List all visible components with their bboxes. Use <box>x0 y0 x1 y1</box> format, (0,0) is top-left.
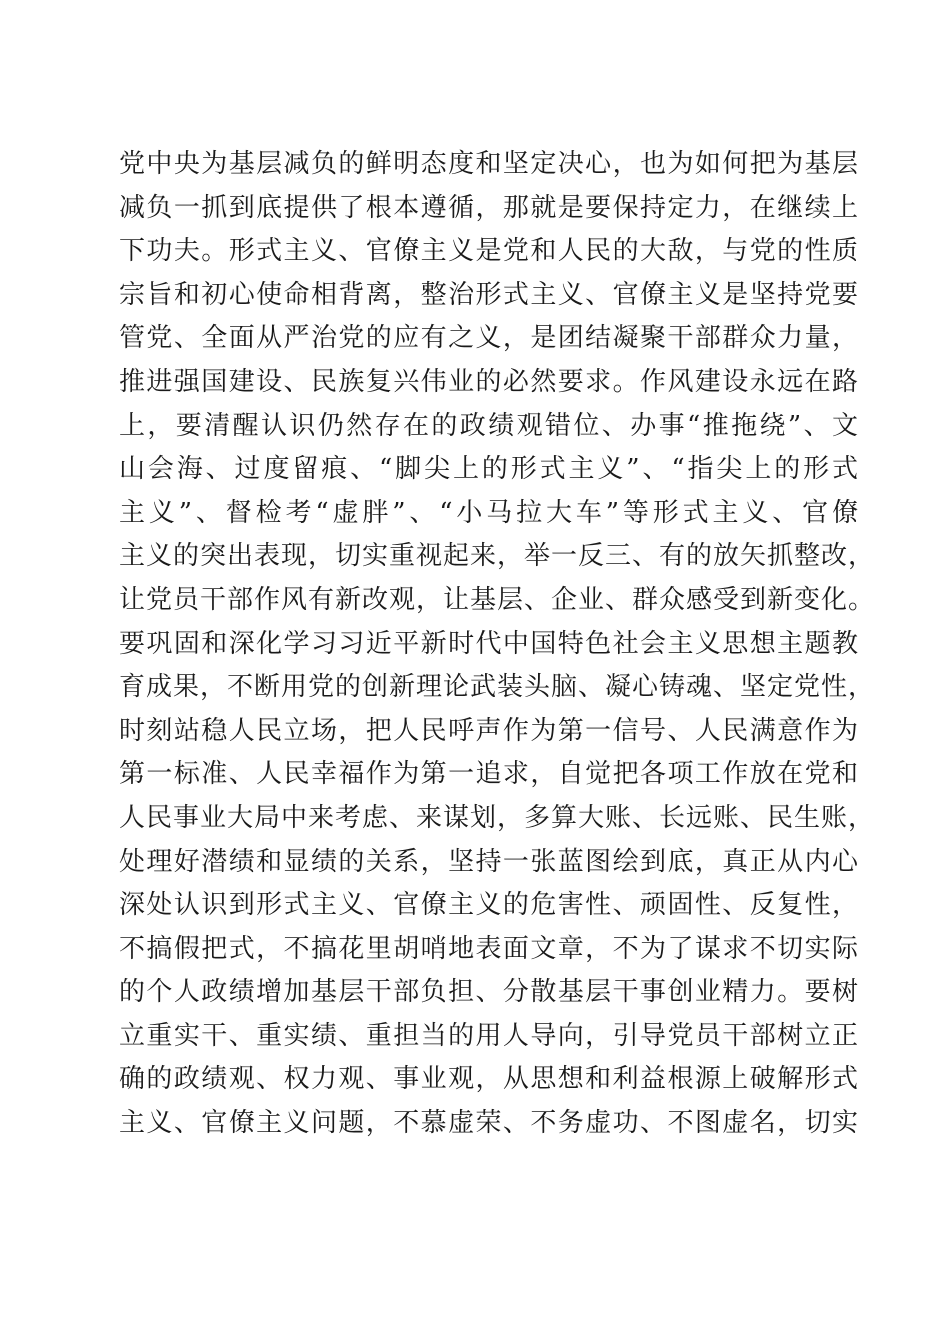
text-line: 减负一抓到底提供了根本遵循，那就是要保持定力，在继续上 <box>119 192 859 223</box>
text-line: 确的政绩观、权力观、事业观，从思想和利益根源上破解形式 <box>119 1064 859 1095</box>
text-line: 党中央为基层减负的鲜明态度和坚定决心，也为如何把为基层 <box>119 149 859 179</box>
text-line: 人民事业大局中来考虑、来谋划，多算大账、长远账、民生账， <box>119 802 876 833</box>
text-line: 处理好潜绩和显绩的关系，坚持一张蓝图绘到底，真正从内心 <box>119 846 859 877</box>
text-line: 育成果，不断用党的创新理论武装头脑、凝心铸魂、坚定党性， <box>119 672 876 703</box>
text-line: 要巩固和深化学习习近平新时代中国特色社会主义思想主题教 <box>119 628 859 659</box>
text-line: 时刻站稳人民立场，把人民呼声作为第一信号、人民满意作为 <box>119 715 859 746</box>
text-line: 宗旨和初心使命相背离，整治形式主义、官僚主义是坚持党要 <box>119 279 859 310</box>
text-line: 第一标准、人民幸福作为第一追求，自觉把各项工作放在党和 <box>119 759 859 790</box>
text-line: 主义、官僚主义问题，不慕虚荣、不务虚功、不图虚名，切实 <box>119 1108 859 1139</box>
body-paragraph <box>119 143 876 1146</box>
text-line: 主义”、督检考“虚胖”、“小马拉大车”等形式主义、官僚 <box>119 497 859 528</box>
text-line: 不搞假把式，不搞花里胡哨地表面文章，不为了谋求不切实际 <box>119 933 859 964</box>
text-line: 主义的突出表现，切实重视起来，举一反三、有的放矢抓整改， <box>119 541 876 572</box>
text-line: 山会海、过度留痕、“脚尖上的形式主义”、“指尖上的形式 <box>119 454 859 485</box>
text-line: 立重实干、重实绩、重担当的用人导向，引导党员干部树立正 <box>119 1020 859 1051</box>
text-line: 让党员干部作风有新改观，让基层、企业、群众感受到新变化。 <box>119 584 876 615</box>
text-line: 的个人政绩增加基层干部负担、分散基层干事创业精力。要树 <box>119 977 859 1008</box>
text-line: 上，要清醒认识仍然存在的政绩观错位、办事“推拖绕”、文 <box>119 410 859 441</box>
text-line: 管党、全面从严治党的应有之义，是团结凝聚干部群众力量， <box>119 323 859 354</box>
text-line: 深处认识到形式主义、官僚主义的危害性、顽固性、反复性， <box>119 890 859 921</box>
text-line: 推进强国建设、民族复兴伟业的必然要求。作风建设永远在路 <box>119 366 859 397</box>
text-line: 下功夫。形式主义、官僚主义是党和人民的大敌，与党的性质 <box>119 236 859 267</box>
